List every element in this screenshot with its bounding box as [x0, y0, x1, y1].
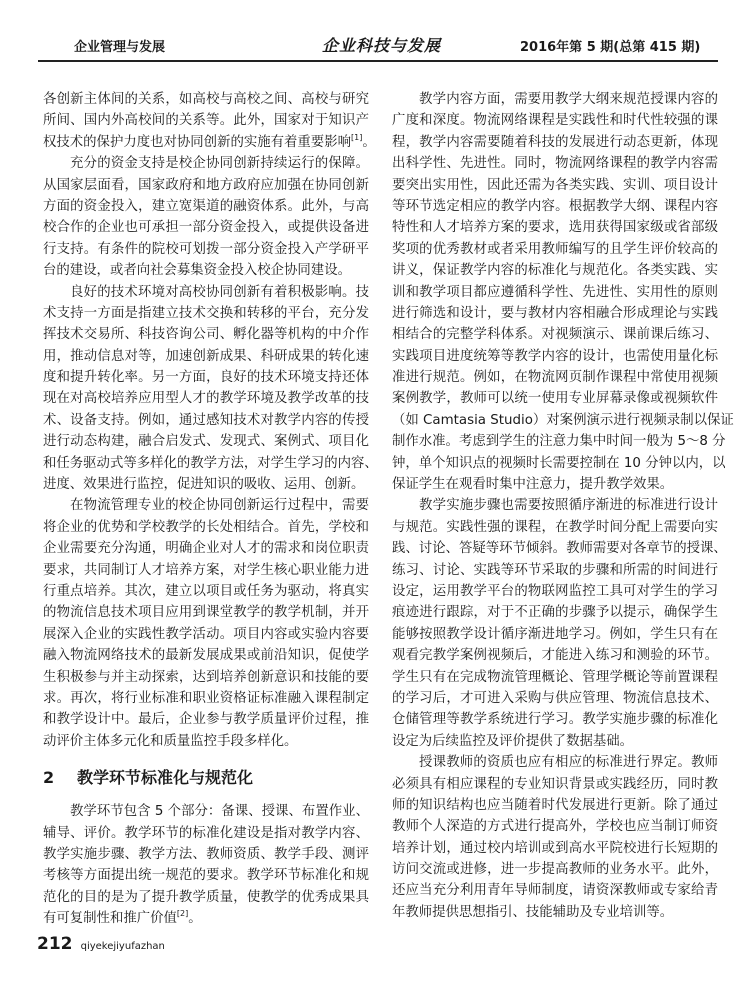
line-text: 权技术的保护力度也对协同创新的实施有着重要影响	[43, 134, 351, 150]
line-text: 将企业的优势和学校教学的长处相结合。首先，学校和	[43, 519, 369, 535]
line-text: 术、设备支持。例如，通过感知技术对教学内容的传授	[43, 412, 369, 428]
left-paragraphs-after	[43, 801, 369, 929]
line-text: 求。再次，将行业标准和职业资格证标准融入课程制定	[43, 690, 369, 706]
footer-site-name: qiyekejiyufazhan	[80, 941, 165, 952]
line-text: 出科学性、先进性。同时，物流网络课程的教学内容需	[392, 156, 718, 172]
section-number: 2	[43, 768, 55, 788]
line-text: 还应当充分利用青年导师制度，请资深教师或专家给青	[392, 883, 718, 899]
line-text: 师的知识结构也应当随着时代发展进行更新。除了通过	[392, 797, 718, 813]
line-text: 广度和深度。物流网络课程是实践性和时代性较强的课	[392, 113, 718, 129]
text-line	[43, 110, 369, 131]
text-line	[43, 196, 369, 217]
text-line	[392, 902, 718, 923]
text-line	[392, 388, 718, 409]
section-heading	[43, 763, 369, 793]
line-text: 讲义，保证教学内容的标准化与规范化。各类实践、实	[392, 263, 718, 279]
line-text: 充分的资金支持是校企协同创新持续运行的保障。	[70, 156, 369, 172]
page-number: 212	[37, 934, 73, 954]
text-line	[43, 709, 369, 730]
text-line	[43, 624, 369, 645]
right-column	[392, 89, 734, 923]
text-line	[43, 217, 369, 238]
text-line	[392, 89, 718, 110]
text-line	[43, 667, 369, 688]
text-line	[43, 346, 369, 367]
line-text: 校合作的企业也可承担一部分资金投入，或提供设备进	[43, 220, 369, 236]
text-line	[392, 709, 718, 730]
line-text: 访问交流或进修，进一步提高教师的业务水平。此外，	[392, 862, 718, 878]
line-text: 相结合的完整学科体系。对视频演示、课前课后练习、	[392, 327, 718, 343]
text-line	[43, 303, 369, 324]
text-line	[392, 838, 718, 859]
running-header-section: 企业管理与发展	[74, 40, 166, 55]
text-line	[43, 560, 369, 581]
text-line	[43, 89, 369, 110]
text-line	[43, 239, 369, 260]
paragraph	[43, 495, 369, 752]
text-line	[43, 175, 369, 196]
issue-info: 2016年第 5 期(总第 415 期)	[520, 40, 701, 55]
line-text: 教学环节包含 5 个部分：备课、授课、布置作业、	[70, 804, 369, 820]
text-line	[392, 346, 718, 367]
line-text: 融入物流网络技术的最新发展成果或前沿知识，促使学	[43, 648, 369, 664]
citation-superscript: [2]	[176, 909, 189, 919]
left-paragraphs-before	[43, 89, 378, 752]
header-rule	[38, 60, 718, 62]
right-paragraphs	[392, 89, 734, 923]
line-text: 进度、效果进行监控，促进知识的吸收、运用、创新。	[43, 477, 365, 493]
line-text: 企业需要充分沟通，明确企业对人才的需求和岗位职责	[43, 541, 369, 557]
line-text: 生积极参与并主动探索，达到培养创新意识和技能的要	[43, 669, 369, 685]
line-text: 学生只有在完成物流管理概论、管理学概论等前置课程	[392, 669, 718, 685]
line-text: （如 Camtasia Studio）对案例演示进行视频录制以保证	[392, 412, 734, 428]
text-line	[43, 538, 369, 559]
text-line	[43, 474, 369, 495]
paragraph	[43, 801, 369, 929]
line-text: 奖项的优秀教材或者采用教师编写的且学生评价较高的	[392, 241, 718, 257]
line-text: 准进行规范。例如，在物流网页制作课程中常使用视频	[392, 370, 718, 386]
paragraph	[392, 752, 718, 923]
page-footer	[37, 934, 165, 954]
text-line	[43, 865, 369, 886]
text-line	[43, 453, 378, 474]
text-line	[392, 453, 726, 474]
text-line	[43, 844, 369, 865]
text-line	[392, 645, 718, 666]
line-text: 进行筛选和设计，要与教材内容相融合形成理论与实践	[392, 305, 718, 321]
text-line	[43, 431, 369, 452]
text-line	[43, 823, 369, 844]
text-line	[43, 367, 369, 388]
line-text: 范化的目的是为了提升教学质量，使教学的优秀成果具	[43, 889, 369, 905]
text-line	[392, 474, 718, 495]
text-line	[43, 132, 376, 153]
text-line	[392, 859, 718, 880]
line-text: 教学实施步骤、教学方法、教师资质、教学手段、测评	[43, 846, 369, 862]
paragraph	[392, 495, 727, 752]
line-text: 度和提升转化率。另一方面，良好的技术环境支持还体	[43, 370, 369, 386]
line-text: 和教学设计中。最后，企业参与教学质量评价过程，推	[43, 712, 369, 728]
line-text: 挥技术交易所、科技咨询公司、孵化器等机构的中介作	[43, 327, 369, 343]
text-line	[43, 801, 369, 822]
left-column	[43, 89, 378, 929]
line-text: 现在对高校培养应用型人才的教学环境及教学改革的技	[43, 391, 369, 407]
text-line	[392, 517, 718, 538]
text-line	[392, 581, 718, 602]
section-title: 教学环节标准化与规范化	[77, 768, 254, 788]
line-text: 案例教学，教师可以统一使用专业屏幕录像或视频软件	[392, 391, 718, 407]
text-line	[43, 908, 369, 929]
text-line	[43, 153, 369, 174]
text-line	[392, 602, 718, 623]
line-text: 制作水准。考虑到学生的注意力集中时间一般为 5～8 分	[392, 434, 726, 450]
line-text: 从国家层面看，国家政府和地方政府应加强在协同创新	[43, 177, 369, 193]
line-text: 所间、国内外高校间的关系等。此外，国家对于知识产	[43, 113, 369, 129]
text-line	[392, 880, 718, 901]
text-line	[392, 624, 718, 645]
paragraph	[43, 282, 378, 496]
line-text: 进行动态构建，融合启发式、发现式、案例式、项目化	[43, 434, 369, 450]
line-text: 各创新主体间的关系，如高校与高校之间、高校与研究	[43, 92, 369, 107]
text-line	[43, 731, 369, 752]
line-text: 年教师提供思想指引、技能辅助及专业培训等。	[392, 904, 674, 920]
line-text: 践、讨论、答疑等环节倾斜。教师需要对各章节的授课、	[392, 541, 727, 557]
line-text: 良好的技术环境对高校协同创新有着积极影响。技	[70, 284, 369, 300]
line-text: 与规范。实践性强的课程，在教学时间分配上需要向实	[392, 519, 718, 535]
line-text: 程，教学内容需要随着科技的发展进行动态更新，体现	[392, 134, 718, 150]
line-text: 用，推动信息对等，加速创新成果、科研成果的转化速	[43, 348, 369, 364]
text-line	[392, 239, 718, 260]
line-text: 方面的资金投入，建立宽渠道的融资体系。此外，与高	[43, 198, 369, 214]
line-text: 能够按照教学设计循序渐进地学习。例如，学生只有在	[392, 626, 718, 642]
line-text: 仓储管理等教学系统进行学习。教学实施步骤的标准化	[392, 712, 718, 728]
line-text: 观看完教学案例视频后，才能进入练习和测验的环节。	[392, 648, 718, 664]
text-line	[43, 495, 369, 516]
text-line	[392, 367, 718, 388]
text-line	[392, 153, 718, 174]
text-line	[392, 752, 718, 773]
line-text: 设定，运用教学平台的物联网监控工具可对学生的学习	[392, 583, 718, 599]
line-text: 行支持。有条件的院校可划拨一部分资金投入产学研平	[43, 241, 369, 257]
line-text: 行重点培养。其次，建立以项目或任务为驱动，将真实	[43, 583, 369, 599]
line-text: 台的建设，或者向社会募集资金投入校企协同建设。	[43, 263, 351, 279]
line-text: 教师个人深造的方式进行提高外，学校也应当制订师资	[392, 819, 718, 835]
text-line	[392, 410, 734, 431]
line-text: 的物流信息技术项目应用到课堂教学的教学机制，并开	[43, 605, 369, 621]
line-text: 教学内容方面，需要用教学大纲来规范授课内容的	[419, 92, 718, 107]
text-line	[392, 495, 718, 516]
text-line	[392, 175, 718, 196]
text-line	[392, 303, 718, 324]
line-tail: 。	[188, 911, 202, 927]
line-text: 辅导、评价。教学环节的标准化建设是指对教学内容、	[43, 825, 369, 841]
text-line	[43, 887, 369, 908]
line-text: 训和教学项目都应遵循科学性、先进性、实用性的原则	[392, 284, 718, 300]
line-text: 设定为后续监控及评价提供了数据基础。	[392, 733, 634, 749]
line-text: 在物流管理专业的校企协同创新运行过程中，需要	[70, 498, 369, 514]
text-line	[392, 282, 718, 303]
line-text: 痕迹进行跟踪，对于不正确的步骤予以提示，确保学生	[392, 605, 718, 621]
journal-logo: 企业科技与发展	[322, 36, 442, 55]
line-text: 保证学生在观看时集中注意力，提升教学效果。	[392, 477, 674, 493]
line-text: 有可复制性和推广价值	[43, 911, 177, 927]
text-line	[392, 324, 718, 345]
text-line	[392, 560, 718, 581]
text-line	[392, 667, 718, 688]
text-line	[43, 517, 369, 538]
text-line	[43, 282, 369, 303]
line-text: 考核等方面提出统一规范的要求。教学环节标准化和规	[43, 868, 369, 884]
text-line	[392, 196, 718, 217]
text-line	[43, 602, 369, 623]
text-line	[392, 731, 718, 752]
line-text: 实践项目进度统筹等教学内容的设计，也需使用量化标	[392, 348, 718, 364]
text-line	[43, 645, 369, 666]
text-line	[392, 774, 718, 795]
line-tail: 。	[362, 134, 376, 150]
line-text: 授课教师的资质也应有相应的标准进行界定。教师	[419, 755, 718, 771]
line-text: 展深入企业的实践性教学活动。项目内容或实验内容要	[43, 626, 369, 642]
text-line	[392, 431, 726, 452]
text-line	[392, 538, 727, 559]
text-line	[392, 132, 718, 153]
line-text: 术支持一方面是指建立技术交换和转移的平台，充分发	[43, 305, 369, 321]
text-line	[43, 410, 369, 431]
line-text: 和任务驱动式等多样化的教学方法，对学生学习的内容、	[43, 455, 378, 471]
text-line	[43, 260, 369, 281]
text-line	[43, 688, 369, 709]
paragraph	[392, 89, 734, 495]
line-text: 要突出实用性，因此还需为各类实践、实训、项目设计	[392, 177, 718, 193]
citation-superscript: [1]	[350, 132, 363, 142]
text-line	[392, 217, 718, 238]
text-line	[392, 816, 718, 837]
text-line	[43, 388, 369, 409]
line-text: 的学习后，才可进入采购与供应管理、物流信息技术、	[392, 690, 718, 706]
paragraph	[43, 89, 376, 153]
line-text: 特性和人才培养方案的要求，选用获得国家级或省部级	[392, 220, 718, 236]
line-text: 教学实施步骤也需要按照循序渐进的标准进行设计	[419, 498, 718, 514]
line-text: 等环节选定相应的教学内容。根据教学大纲、课程内容	[392, 198, 718, 214]
text-line	[392, 260, 718, 281]
line-text: 动评价主体多元化和质量监控手段多样化。	[43, 733, 298, 749]
line-text: 培养计划，通过校内培训或到高水平院校进行长短期的	[392, 840, 718, 856]
text-line	[392, 795, 718, 816]
paragraph	[43, 153, 369, 281]
text-line	[43, 581, 369, 602]
line-text: 必须具有相应课程的专业知识背景或实践经历，同时教	[392, 776, 718, 792]
line-text: 要求，共同制订人才培养方案，对学生核心职业能力进	[43, 562, 369, 578]
text-line	[392, 688, 718, 709]
text-line	[392, 110, 718, 131]
line-text: 练习、讨论、实践等环节采取的步骤和所需的时间进行	[392, 562, 718, 578]
line-text: 钟，单个知识点的视频时长需要控制在 10 分钟以内，以	[392, 455, 726, 471]
text-line	[43, 324, 369, 345]
